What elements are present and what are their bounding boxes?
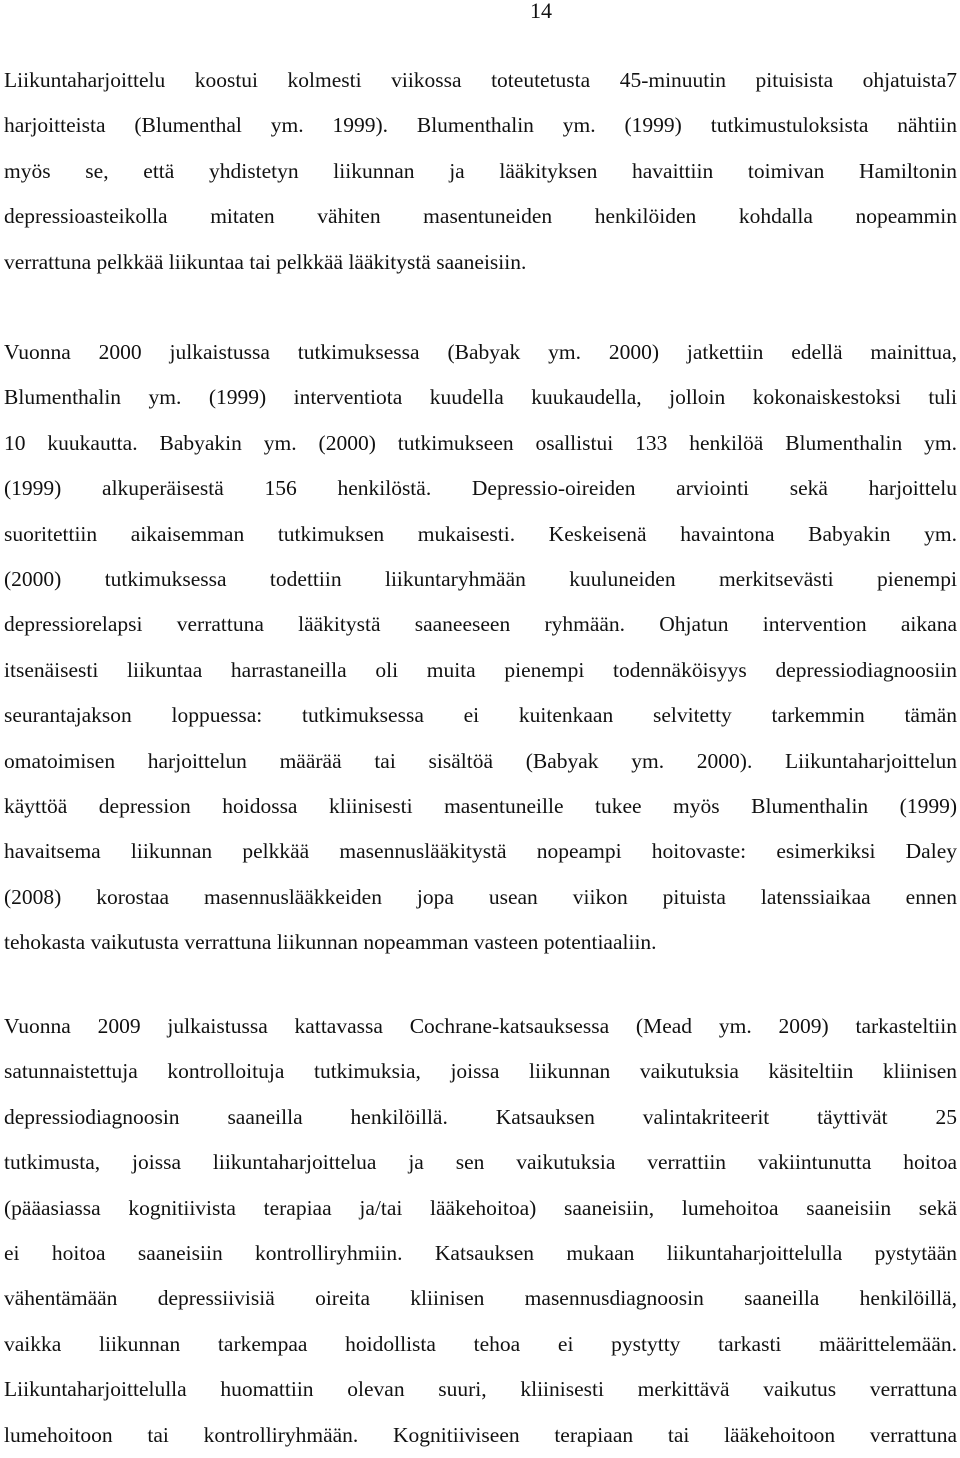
text-line: verrattuna pelkkää liikuntaa tai pelkkää lääkitystä saaneisiin. (4, 249, 527, 274)
text-line: harjoitteista (Blumenthal ym. 1999). Blumenthalin ym. (1999) tutkimustuloksista nähtiin (4, 113, 957, 138)
text-line: tutkimusta, joissa liikuntaharjoittelua ja sen vaikutuksia verrattiin vakiintunutta hoitoa (4, 1150, 957, 1175)
text-line: suoritettiin aikaisemman tutkimuksen mukaisesti. Keskeisenä havaintona Babyakin ym. (4, 521, 957, 546)
text-line: depressiodiagnoosin saaneilla henkilöillä. Katsauksen valintakriteerit täyttivät 25 (4, 1104, 957, 1129)
text-line: Vuonna 2009 julkaistussa kattavassa Cochrane-katsauksessa (Mead ym. 2009) tarkasteltiin (4, 1014, 957, 1038)
paragraph-1 (4, 58, 957, 285)
text-line: ei hoitoa saaneisiin kontrolliryhmiin. Katsauksen mukaan liikuntaharjoittelulla pystytään (4, 1240, 957, 1265)
text-line: vähentämään depressiivisiä oireita kliinisen masennusdiagnoosin saaneilla henkilöillä, (4, 1286, 957, 1311)
text-line: (2008) korostaa masennuslääkkeiden jopa usean viikon pituista latenssiaikaa ennen (4, 884, 957, 909)
text-line: käyttöä depression hoidossa kliinisesti masentuneille tukee myös Blumenthalin (1999) (4, 793, 957, 818)
page-number: 14 (530, 0, 552, 23)
text-line: (pääasiassa kognitiivista terapiaa ja/tai lääkehoitoa) saaneisiin, lumehoitoa saaneisiin sekä (4, 1195, 957, 1220)
text-line: tehokasta vaikutusta verrattuna liikunnan nopeamman vasteen potentiaaliin. (4, 930, 657, 955)
text-line: (1999) alkuperäisestä 156 henkilöstä. Depressio-oireiden arviointi sekä harjoittelu (4, 476, 957, 501)
text-line: 10 kuukautta. Babyakin ym. (2000) tutkimukseen osallistui 133 henkilöä Blumenthalin ym. (4, 430, 957, 455)
text-line: depressiorelapsi verrattuna lääkitystä saaneeseen ryhmään. Ohjatun intervention aikana (4, 612, 957, 637)
text-line: lumehoitoon tai kontrolliryhmään. Kognitiiviseen terapiaan tai lääkehoitoon verrattuna (4, 1422, 957, 1447)
paragraph-3 (4, 1004, 957, 1458)
paragraph-2 (4, 330, 957, 965)
text-line: Blumenthalin ym. (1999) interventiota kuudella kuukaudella, jolloin kokonaiskestoksi tuli (4, 385, 957, 410)
text-line: vaikka liikunnan tarkempaa hoidollista tehoa ei pystytty tarkasti määrittelemään. (4, 1331, 957, 1356)
text-line: Vuonna 2000 julkaistussa tutkimuksessa (Babyak ym. 2000) jatkettiin edellä mainittua, (4, 340, 957, 364)
text-line: (2000) tutkimuksessa todettiin liikuntaryhmään kuuluneiden merkitsevästi pienempi (4, 566, 957, 591)
text-line: myös se, että yhdistetyn liikunnan ja lääkityksen havaittiin toimivan Hamiltonin (4, 158, 957, 183)
text-line: Liikuntaharjoittelulla huomattiin olevan suuri, kliinisesti merkittävä vaikutus verrattuna (4, 1377, 957, 1402)
text-line: seurantajakson loppuessa: tutkimuksessa ei kuitenkaan selvitetty tarkemmin tämän (4, 703, 957, 728)
text-line: omatoimisen harjoittelun määrää tai sisältöä (Babyak ym. 2000). Liikuntaharjoittelun (4, 748, 957, 773)
text-line: havaitsema liikunnan pelkkää masennuslääkitystä nopeampi hoitovaste: esimerkiksi Daley (4, 839, 957, 864)
text-line: itsenäisesti liikuntaa harrastaneilla oli muita pienempi todennäköisyys depressiodiagnoosiin (4, 657, 957, 682)
text-line: satunnaistettuja kontrolloituja tutkimuksia, joissa liikunnan vaikutuksia käsiteltiin kliinisen (4, 1059, 957, 1084)
text-line: depressioasteikolla mitaten vähiten masentuneiden henkilöiden kohdalla nopeammin (4, 204, 957, 229)
text-line: Liikuntaharjoittelu koostui kolmesti viikossa toteutetusta 45-minuutin pituisista ohjatuista7 (4, 68, 957, 92)
